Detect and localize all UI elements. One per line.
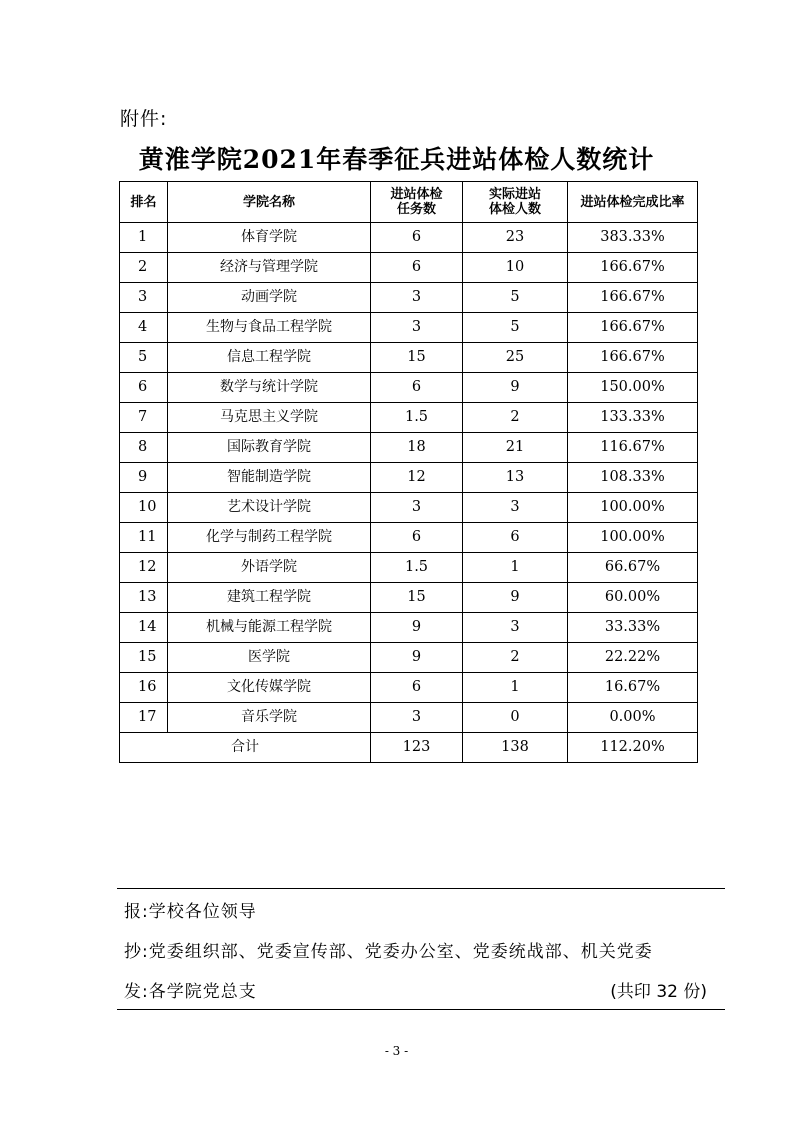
cell-tasks: 6 bbox=[371, 673, 463, 703]
table-row bbox=[120, 313, 698, 343]
table-total-row bbox=[120, 733, 698, 763]
cell-tasks: 6 bbox=[371, 373, 463, 403]
header-tasks bbox=[371, 182, 463, 223]
cell-rank: 3 bbox=[120, 283, 168, 313]
cell-rank: 12 bbox=[120, 553, 168, 583]
cell-college: 艺术设计学院 bbox=[168, 493, 371, 523]
cell-college: 机械与能源工程学院 bbox=[168, 613, 371, 643]
header-tasks-line2: 任务数 bbox=[396, 202, 436, 217]
cell-tasks: 9 bbox=[371, 643, 463, 673]
cell-rate: 383.33% bbox=[568, 223, 698, 253]
cell-rank: 17 bbox=[120, 703, 168, 733]
cell-rank: 2 bbox=[120, 253, 168, 283]
cell-rank: 10 bbox=[120, 493, 168, 523]
cell-tasks: 6 bbox=[371, 253, 463, 283]
cell-rank: 1 bbox=[120, 223, 168, 253]
table-row bbox=[120, 373, 698, 403]
cell-actual: 9 bbox=[463, 373, 568, 403]
cell-tasks: 1.5 bbox=[371, 553, 463, 583]
cell-rank: 13 bbox=[120, 583, 168, 613]
cell-rank: 5 bbox=[120, 343, 168, 373]
header-college: 学院名称 bbox=[168, 182, 371, 223]
cell-college: 建筑工程学院 bbox=[168, 583, 371, 613]
cell-rate: 166.67% bbox=[568, 283, 698, 313]
cell-actual: 21 bbox=[463, 433, 568, 463]
cell-college: 化学与制药工程学院 bbox=[168, 523, 371, 553]
cell-college: 数学与统计学院 bbox=[168, 373, 371, 403]
cell-actual: 6 bbox=[463, 523, 568, 553]
total-actual: 138 bbox=[463, 733, 568, 763]
footer-copy-to: 抄:党委组织部、党委宣传部、党委办公室、党委统战部、机关党委 bbox=[124, 942, 653, 962]
page-number: - 3 - bbox=[384, 1044, 409, 1058]
header-rate: 进站体检完成比率 bbox=[568, 182, 698, 223]
table-row bbox=[120, 343, 698, 373]
footer-top-rule bbox=[117, 888, 725, 889]
cell-tasks: 6 bbox=[371, 523, 463, 553]
cell-tasks: 1.5 bbox=[371, 403, 463, 433]
cell-rank: 11 bbox=[120, 523, 168, 553]
footer-issue-to: 发:各学院党总支 bbox=[124, 982, 257, 1002]
statistics-table bbox=[119, 181, 698, 763]
table-row bbox=[120, 583, 698, 613]
cell-tasks: 6 bbox=[371, 223, 463, 253]
cell-tasks: 3 bbox=[371, 703, 463, 733]
document-title: 黄淮学院2021年春季征兵进站体检人数统计 bbox=[138, 145, 655, 174]
cell-rate: 150.00% bbox=[568, 373, 698, 403]
total-tasks: 123 bbox=[371, 733, 463, 763]
table-row bbox=[120, 433, 698, 463]
cell-rank: 7 bbox=[120, 403, 168, 433]
cell-tasks: 3 bbox=[371, 493, 463, 523]
table-row bbox=[120, 643, 698, 673]
cell-tasks: 12 bbox=[371, 463, 463, 493]
cell-actual: 5 bbox=[463, 283, 568, 313]
cell-college: 文化传媒学院 bbox=[168, 673, 371, 703]
cell-actual: 5 bbox=[463, 313, 568, 343]
cell-tasks: 9 bbox=[371, 613, 463, 643]
cell-actual: 1 bbox=[463, 553, 568, 583]
footer-bottom-rule bbox=[117, 1009, 725, 1010]
header-actual-line2: 体检人数 bbox=[488, 202, 541, 217]
cell-tasks: 3 bbox=[371, 313, 463, 343]
cell-rank: 9 bbox=[120, 463, 168, 493]
cell-rank: 16 bbox=[120, 673, 168, 703]
cell-actual: 25 bbox=[463, 343, 568, 373]
cell-actual: 13 bbox=[463, 463, 568, 493]
cell-rate: 166.67% bbox=[568, 313, 698, 343]
cell-college: 智能制造学院 bbox=[168, 463, 371, 493]
table-row bbox=[120, 463, 698, 493]
footer-report-to: 报:学校各位领导 bbox=[124, 902, 257, 922]
header-rank: 排名 bbox=[120, 182, 168, 223]
cell-tasks: 15 bbox=[371, 583, 463, 613]
cell-rate: 166.67% bbox=[568, 343, 698, 373]
cell-actual: 3 bbox=[463, 613, 568, 643]
cell-college: 外语学院 bbox=[168, 553, 371, 583]
footer-copies: (共印 32 份) bbox=[610, 982, 707, 1002]
cell-rate: 166.67% bbox=[568, 253, 698, 283]
table-row bbox=[120, 223, 698, 253]
cell-tasks: 15 bbox=[371, 343, 463, 373]
cell-rank: 14 bbox=[120, 613, 168, 643]
cell-actual: 10 bbox=[463, 253, 568, 283]
cell-rate: 100.00% bbox=[568, 523, 698, 553]
cell-tasks: 18 bbox=[371, 433, 463, 463]
cell-rate: 60.00% bbox=[568, 583, 698, 613]
cell-actual: 1 bbox=[463, 673, 568, 703]
attachment-label: 附件: bbox=[120, 108, 168, 130]
cell-rate: 16.67% bbox=[568, 673, 698, 703]
total-label: 合计 bbox=[120, 733, 371, 763]
cell-rate: 66.67% bbox=[568, 553, 698, 583]
cell-actual: 3 bbox=[463, 493, 568, 523]
table-row bbox=[120, 703, 698, 733]
table-row bbox=[120, 523, 698, 553]
cell-actual: 23 bbox=[463, 223, 568, 253]
table-row bbox=[120, 673, 698, 703]
table-row bbox=[120, 403, 698, 433]
cell-actual: 2 bbox=[463, 403, 568, 433]
cell-college: 信息工程学院 bbox=[168, 343, 371, 373]
cell-rate: 108.33% bbox=[568, 463, 698, 493]
header-tasks-line1: 进站体检 bbox=[390, 187, 443, 202]
cell-college: 体育学院 bbox=[168, 223, 371, 253]
cell-college: 国际教育学院 bbox=[168, 433, 371, 463]
header-actual-line1: 实际进站 bbox=[488, 187, 541, 202]
cell-college: 音乐学院 bbox=[168, 703, 371, 733]
cell-rank: 15 bbox=[120, 643, 168, 673]
cell-rate: 133.33% bbox=[568, 403, 698, 433]
cell-rate: 100.00% bbox=[568, 493, 698, 523]
cell-rate: 0.00% bbox=[568, 703, 698, 733]
header-actual bbox=[463, 182, 568, 223]
cell-college: 马克思主义学院 bbox=[168, 403, 371, 433]
cell-actual: 2 bbox=[463, 643, 568, 673]
table-header-row bbox=[120, 182, 698, 223]
cell-college: 动画学院 bbox=[168, 283, 371, 313]
cell-rank: 8 bbox=[120, 433, 168, 463]
cell-college: 医学院 bbox=[168, 643, 371, 673]
cell-rank: 4 bbox=[120, 313, 168, 343]
total-rate: 112.20% bbox=[568, 733, 698, 763]
cell-rate: 22.22% bbox=[568, 643, 698, 673]
table-body bbox=[120, 223, 698, 733]
table-row bbox=[120, 613, 698, 643]
table-row bbox=[120, 253, 698, 283]
table-row bbox=[120, 283, 698, 313]
cell-rank: 6 bbox=[120, 373, 168, 403]
cell-rate: 33.33% bbox=[568, 613, 698, 643]
cell-rate: 116.67% bbox=[568, 433, 698, 463]
cell-actual: 9 bbox=[463, 583, 568, 613]
cell-college: 经济与管理学院 bbox=[168, 253, 371, 283]
table-row bbox=[120, 553, 698, 583]
cell-tasks: 3 bbox=[371, 283, 463, 313]
cell-actual: 0 bbox=[463, 703, 568, 733]
cell-college: 生物与食品工程学院 bbox=[168, 313, 371, 343]
table-row bbox=[120, 493, 698, 523]
